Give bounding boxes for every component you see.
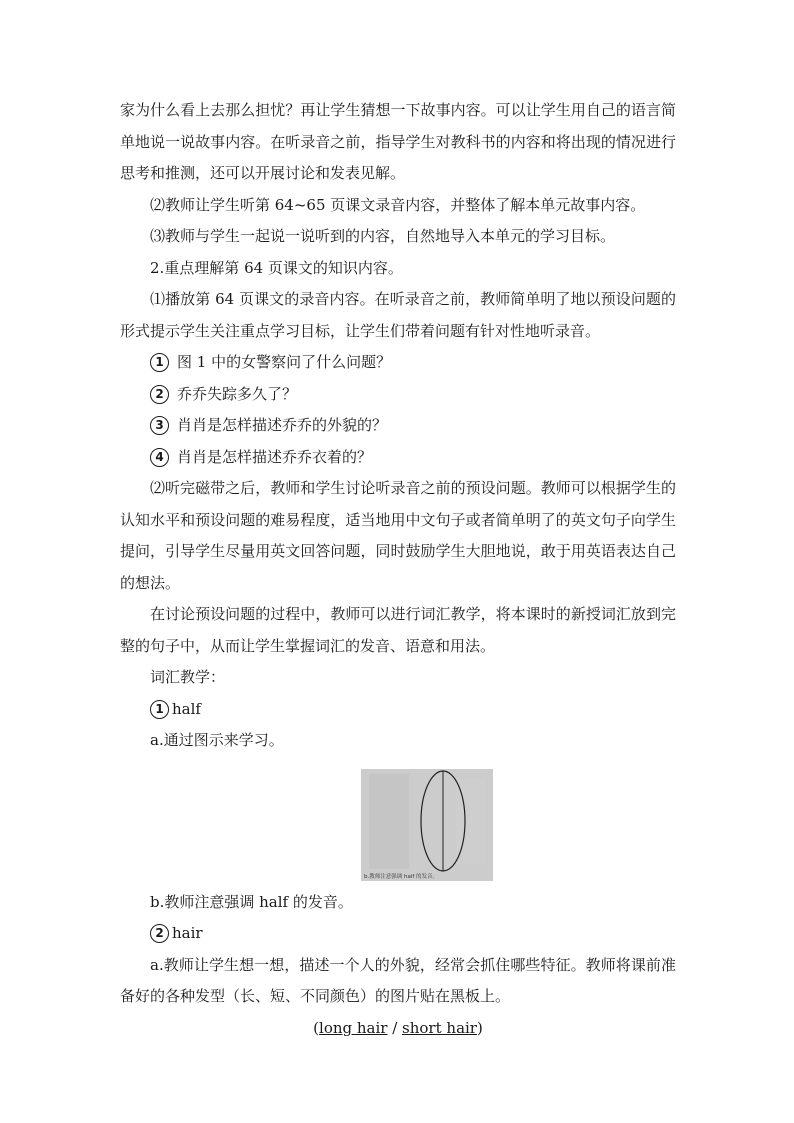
circled-number: 3 [150, 416, 169, 435]
circled-number: 1 [150, 353, 169, 372]
question-item [120, 379, 676, 411]
paren-open: ( [313, 1018, 320, 1037]
question-item [120, 410, 676, 442]
circled-number: 2 [150, 924, 169, 943]
question-item [120, 442, 676, 474]
paragraph-vocab-intro: 在讨论预设问题的过程中，教师可以进行词汇教学，将本课时的新授词汇放到完整的句子中，从而让学生掌握词汇的发音、语意和用法。 [120, 605, 676, 655]
document-body [120, 95, 676, 1044]
half-oval-image [361, 769, 493, 881]
paragraph-listening: ⑴播放第 64 页课文的录音内容。在听录音之前，教师简单明了地以预设问题的形式提示学生关注重点学习目标，让学生们带着问题有针对性地听录音。 [120, 290, 676, 340]
circled-number: 1 [150, 700, 169, 719]
vocab-word: half [172, 699, 201, 718]
half-illustration [361, 769, 493, 881]
question-item [120, 347, 676, 379]
vocab-half-step-b: b.教师注意强调 half 的发音。 [150, 892, 353, 911]
section-heading: 2.重点理解第 64 页课文的知识内容。 [150, 258, 403, 277]
vocab-hair-step-a: a.教师让学生想一想，描述一个人的外貌，经常会抓住哪些特征。教师将课前准备好的各种发型（长、短、不同颜色）的图片贴在黑板上。 [120, 955, 676, 1005]
question-text: 肖肖是怎样描述乔乔衣着的？ [177, 447, 373, 466]
short-hair-label: short hair [402, 1018, 477, 1037]
question-text: 肖肖是怎样描述乔乔的外貌的？ [177, 416, 388, 434]
long-hair-label: long hair [319, 1018, 388, 1037]
paragraph-step-2: ⑵教师让学生听第 64~65 页课文录音内容，并整体了解本单元故事内容。 [150, 195, 646, 214]
vocab-half-step-a: a.通过图示来学习。 [150, 731, 284, 749]
circled-number: 2 [150, 385, 169, 404]
circled-number: 4 [150, 448, 169, 467]
separator: / [387, 1018, 403, 1037]
question-text: 乔乔失踪多久了？ [177, 384, 298, 403]
paren-close: ) [476, 1018, 483, 1037]
vocab-word: hair [172, 924, 203, 942]
vocab-item-hair [120, 918, 676, 950]
paragraph-intro: 家为什么看上去那么担忧？再让学生猜想一下故事内容。可以让学生用自己的语言简单地说一说故事内容。在听录音之前，指导学生对教科书的内容和将出现的情况进行思考和推测，还可以开展讨论和发表见解。 [120, 101, 676, 182]
hair-examples [120, 1013, 676, 1045]
paragraph-discussion: ⑵听完磁带之后，教师和学生讨论听录音之前的预设问题。教师可以根据学生的认知水平和预设问题的难易程度，适当地用中文句子或者简单明了的英文句子向学生提问，引导学生尽量用英文回答问题，同时鼓励学生大胆地说，敢于用英语表达自己的想法。 [120, 479, 676, 592]
vocab-item-half [120, 694, 676, 726]
vocab-title: 词汇教学： [150, 668, 226, 686]
figure-caption: b.教师注意强调 half 的发音。 [364, 873, 439, 880]
paragraph-step-3: ⑶教师与学生一起说一说听到的内容，自然地导入本单元的学习目标。 [150, 227, 616, 245]
question-text: 图 1 中的女警察问了什么问题？ [177, 353, 392, 371]
